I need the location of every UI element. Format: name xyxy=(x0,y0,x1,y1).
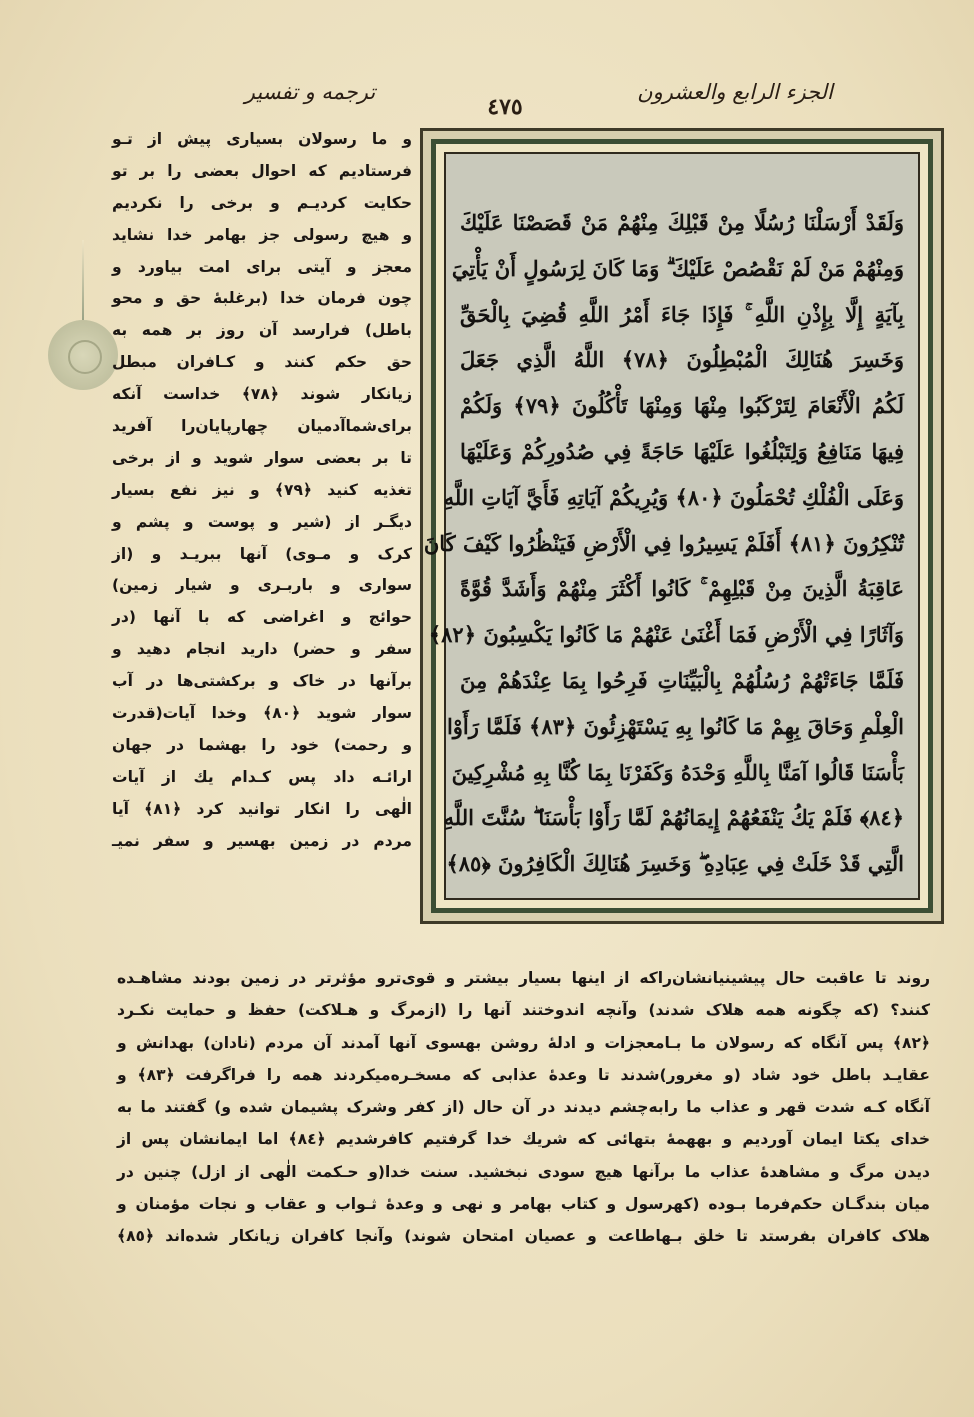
translation-line: باطل) فرارسد آن روز بر همه به xyxy=(112,321,412,340)
translation-line: و هیچ رسولی جز بهامر خدا نشاید xyxy=(112,225,412,244)
translation-line: دیگـر از (شیر و پوست و پشم و xyxy=(112,512,412,531)
translation-line: دیدن مرگ و مشاهدهٔ عذاب ما برآنها هیچ سودی نبخشید. سنت خدا(و حـکمت الٰهی از ازل) چنین در xyxy=(117,1162,930,1181)
translation-line: هلاک کافران بفرستد تا خلق بـهاطاعت و عصیان امتحان شوند) وآنجا کافران زیانکار شده‌اند ﴿٨٥﴾ xyxy=(117,1227,930,1246)
frame-inner-panel xyxy=(423,152,920,900)
arabic-line: بَأْسَنَا قَالُوا آمَنَّا بِاللَّهِ وَحْدَهُ وَكَفَرْنَا بِمَا كُنَّا بِهِ مُشْرِكِينَ xyxy=(451,759,904,785)
translation-line: کنند؟ (که چگونه همه هلاک شدند) وآنچه اندوختند آنها را (ازمرگ و هـلاکت) حفظ و حمایت نکـرد xyxy=(117,1001,930,1020)
arabic-line: ﴿٨٤﴾ فَلَمْ يَكُ يَنْفَعُهُمْ إِيمَانُهُمْ لَمَّا رَأَوْا بَأْسَنَا ۖ سُنَّتَ اللَّهِ xyxy=(443,805,904,831)
quran-text-frame xyxy=(420,128,944,924)
translation-line: معجز و آیتی برای امت بیاورد و xyxy=(112,257,412,276)
translation-line: آنگاه کـه شدت قهر و عذاب ما رابه‌چشم دیدند در آن حال (از کفر وشرک پشیمان شده و) گفتند ما به xyxy=(117,1098,930,1117)
margin-ornament-line xyxy=(82,240,84,320)
translation-line: میان بندگـان حکم‌فرما بـوده (کهرسول و کتاب بهامر و نهی و وعدهٔ ثـواب و عقاب و نجات مؤمنان و xyxy=(117,1195,930,1214)
translation-line: زیانکار شوند ﴿٧٨﴾ خداست آنکه xyxy=(112,385,412,404)
translation-line: چون فرمان خدا (برغلبهٔ حق و محو xyxy=(112,289,412,308)
arabic-line: وَخَسِرَ هُنَالِكَ الْمُبْطِلُونَ ﴿٧٨﴾ اللَّهُ الَّذِي جَعَلَ xyxy=(460,347,905,373)
arabic-line: وَمِنْهُمْ مَنْ لَمْ نَقْصُصْ عَلَيْكَ ۗ وَمَا كَانَ لِرَسُولٍ أَنْ يَأْتِيَ xyxy=(451,255,904,281)
margin-medallion-icon xyxy=(48,320,118,390)
translation-line: ارائـه داد پس کـدام یك از آیات xyxy=(112,767,412,786)
page-number: ٤٧٥ xyxy=(487,94,523,120)
arabic-line: وَآثَارًا فِي الْأَرْضِ فَمَا أَغْنَىٰ عَنْهُمْ مَا كَانُوا يَكْسِبُونَ ﴿٨٢﴾ xyxy=(428,622,904,648)
translation-line: و رحمت) خود را بهشما در جهان xyxy=(112,735,412,754)
arabic-verses xyxy=(423,200,905,887)
translation-line: سوار شوید ﴿٨٠﴾ وخدا آیات(قدرت xyxy=(112,704,412,723)
arabic-line: وَلَقَدْ أَرْسَلْنَا رُسُلًا مِنْ قَبْلِكَ مِنْهُمْ مَنْ قَصَصْنَا عَلَيْكَ xyxy=(460,210,904,235)
arabic-line: تُنْكِرُونَ ﴿٨١﴾ أَفَلَمْ يَسِيرُوا فِي الْأَرْضِ فَيَنْظُرُوا كَيْفَ كَانَ xyxy=(423,530,904,556)
running-header-left: ترجمه و تفسير xyxy=(244,80,376,104)
translation-line: عقایـد باطل خود شاد (و مغرور)شدند تا وعدهٔ عذابی که مسخـره‌میکردند همه را فراگرفت ﴿٨٣﴾ و xyxy=(117,1065,930,1084)
persian-translation-bottom xyxy=(117,962,930,1253)
arabic-line: الَّتِي قَدْ خَلَتْ فِي عِبَادِهِ ۖ وَخَسِرَ هُنَالِكَ الْكَافِرُونَ ﴿٨٥﴾ xyxy=(446,851,904,877)
translation-line: فرستادیم که احوال بعضی را بر تو xyxy=(112,161,412,180)
translation-line: ﴿٨٢﴾ پس آنگاه که رسولان ما بـامعجزات و ادلهٔ روشن بهسوی آنها آمدند آن مردم (نادان) بهدانش و xyxy=(117,1033,930,1052)
translation-line: تغذیه کنید ﴿٧٩﴾ و نیز نفع بسیار xyxy=(112,480,412,499)
translation-line: کرک و مـوی) آنها ببریـد و (از xyxy=(112,544,412,563)
frame-border-green xyxy=(423,139,933,913)
arabic-line: فَلَمَّا جَاءَتْهُمْ رُسُلُهُمْ بِالْبَيِّنَاتِ فَرِحُوا بِمَا عِنْدَهُمْ مِنَ xyxy=(460,667,904,693)
running-header-right: الجزء الرابع والعشرون xyxy=(637,80,833,104)
persian-translation-column xyxy=(112,124,412,857)
translation-line: مردم در زمین بهسیر و سفر نمیـ xyxy=(112,831,412,850)
translation-line: برای‌شماآدمیان چهارپایان‌را آفرید xyxy=(112,417,412,436)
translation-line: سواری و باربـری و شیار زمین) xyxy=(112,576,412,595)
translation-line: تا بر بعضی سوار شوید و از برخی xyxy=(112,448,412,467)
translation-line: برآنها در خاک و برکشتی‌ها در آب xyxy=(112,672,412,691)
translation-line: حق حکم کنند و کـافران مبطل xyxy=(112,353,412,372)
translation-line: حوائج و اغراضی که با آنها (در xyxy=(112,608,412,627)
translation-line: و ما رسولان بسیاری پیش از تـو xyxy=(112,130,412,148)
translation-line: سفر و حضر) دارید انجام دهید و xyxy=(112,640,412,659)
arabic-line: وَعَلَى الْفُلْكِ تُحْمَلُونَ ﴿٨٠﴾ وَيُرِيكُمْ آيَاتِهِ فَأَيَّ آيَاتِ اللَّهِ xyxy=(443,484,904,510)
arabic-line: الْعِلْمِ وَحَاقَ بِهِمْ مَا كَانُوا بِهِ يَسْتَهْزِئُونَ ﴿٨٣﴾ فَلَمَّا رَأَوْا xyxy=(446,713,904,739)
translation-line: خدای یکتا ایمان آوردیم و بههمهٔ بتهائی که شریك خدا گرفتیم کافرشدیم ﴿٨٤﴾ اما ایمانشان پس از xyxy=(117,1130,930,1149)
translation-line: حکایت کردیـم و برخی را نکردیم xyxy=(112,193,412,212)
arabic-line: لَكُمُ الْأَنْعَامَ لِتَرْكَبُوا مِنْهَا وَمِنْهَا تَأْكُلُونَ ﴿٧٩﴾ وَلَكُمْ xyxy=(460,393,904,419)
translation-line: الٰهی را انکار توانید کرد ﴿٨١﴾ آیا xyxy=(112,799,412,818)
arabic-line: عَاقِبَةُ الَّذِينَ مِنْ قَبْلِهِمْ ۚ كَانُوا أَكْثَرَ مِنْهُمْ وَأَشَدَّ قُوَّةً xyxy=(460,576,904,602)
arabic-line: بِآيَةٍ إِلَّا بِإِذْنِ اللَّهِ ۚ فَإِذَا جَاءَ أَمْرُ اللَّهِ قُضِيَ بِالْحَقِّ xyxy=(460,301,904,327)
arabic-line: فِيهَا مَنَافِعُ وَلِتَبْلُغُوا عَلَيْهَا حَاجَةً فِي صُدُورِكُمْ وَعَلَيْهَا xyxy=(460,438,904,464)
translation-line: روند تا عاقبت حال پیشینیانشان‌راکه از اینها بسیار بیشتر و قوی‌ترو مؤثرتر در زمین بودند مشاهـده xyxy=(117,969,930,987)
